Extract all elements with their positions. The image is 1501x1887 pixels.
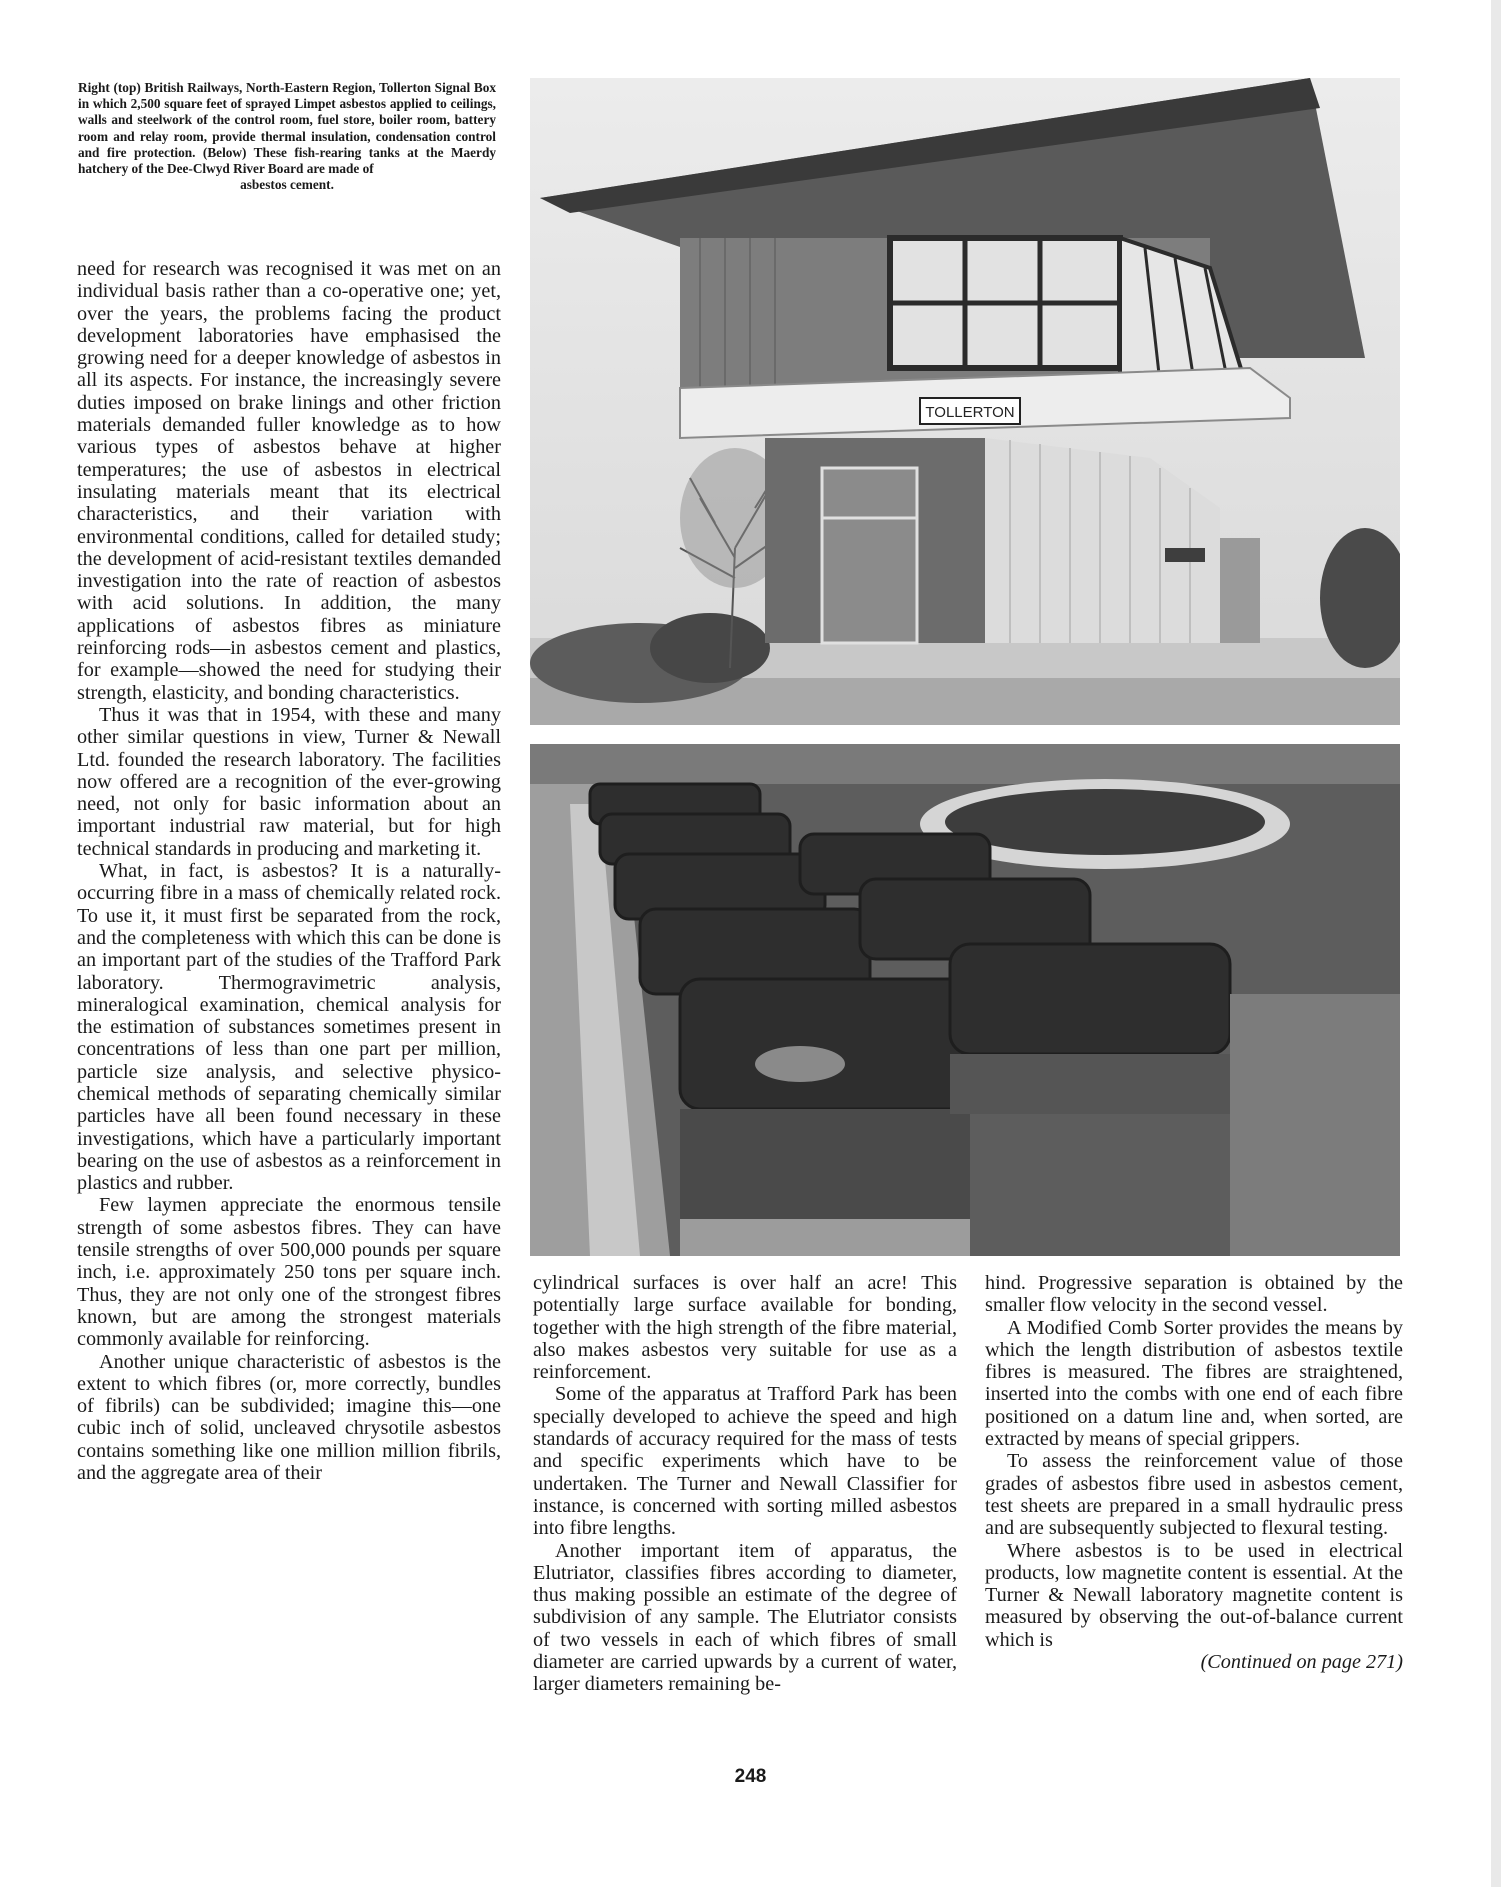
signal-box-sign: TOLLERTON xyxy=(925,404,1015,421)
text-column-3 xyxy=(985,1272,1403,1673)
paragraph: need for research was recognised it was met on an individual basis rather than a co-operative one; yet, over the years, the problems facing the product development laboratories have emphasised the growing need for a deeper knowledge of asbestos in all its aspects. For instance, the increasingly severe duties imposed on brake linings and other friction materials demanded fuller knowledge as to how various types of asbestos behave at higher temperatures; the use of asbestos in electrical insulating materials meant that its electrical characteristics, and their variation with environmental conditions, called for detailed study; the development of acid-resistant textiles demanded investigation into the rate of reaction of asbestos with acid solutions. In addition, the many applications of asbestos fibres as miniature reinforcing rods—in asbestos cement and plastics, for example—showed the need for studying their strength, elasticity, and bonding characteristics. xyxy=(77,258,501,704)
text-column-1 xyxy=(77,258,501,1484)
paragraph: cylindrical surfaces is over half an acre! This potentially large surface available for bonding, together with the high strength of the fibre material, also makes asbestos very suitable for use as a reinforcement. xyxy=(533,1272,957,1384)
paragraph: Another unique characteristic of asbestos is the extent to which fibres (or, more correctly, bundles of fibrils) can be subdivided; imagine this—one cubic inch of solid, uncleaved chrysotile asbestos contains something like one million million fibrils, and the aggregate area of their xyxy=(77,1350,501,1485)
signal-box-photo xyxy=(530,78,1400,725)
page-edge xyxy=(1491,0,1501,1887)
paragraph: hind. Progressive separation is obtained by the smaller flow velocity in the second vessel. xyxy=(985,1272,1403,1317)
photo-caption xyxy=(78,80,496,193)
paragraph: Thus it was that in 1954, with these and many other similar questions in view, Turner & Newall Ltd. founded the research laboratory. The facilities now offered are a recognition of the ever-growing need, not only for basic information about an important industrial raw material, but for high technical standards in producing and marketing it. xyxy=(77,703,501,860)
paragraph: Where asbestos is to be used in electrical products, low magnetite content is essential. At the Turner & Newall laboratory magnetite content is measured by observing the out-of-balance current which is xyxy=(985,1539,1403,1651)
paragraph: Another important item of apparatus, the Elutriator, classifies fibres according to diameter, thus making possible an estimate of the degree of subdivision of any sample. The Elutriator consists of two vessels in each of which fibres of small diameter are carried upwards by a current of water, larger diameters remaining be- xyxy=(533,1539,957,1696)
caption-text: Right (top) British Railways, North-Eastern Region, Tollerton Signal Box in which 2,500 square feet of sprayed Limpet asbestos applied to ceilings, walls and steelwork of the control room, fuel store, boiler room, battery room and relay room, provide thermal insulation, condensation control and fire protection. (Below) These fish-rearing tanks at the Maerdy hatchery of the Dee-Clwyd River Board are made of xyxy=(78,80,496,177)
continued-note: (Continued on page 271) xyxy=(1200,1651,1403,1674)
fish-tanks-photo xyxy=(530,744,1400,1256)
fish-tanks-illustration xyxy=(530,744,1400,1256)
paragraph: To assess the reinforcement value of those grades of asbestos fibre used in asbestos cement, test sheets are prepared in a small hydraulic press and are subsequently subjected to flexural testing. xyxy=(985,1450,1403,1540)
text-column-2 xyxy=(533,1272,957,1696)
paragraph: What, in fact, is asbestos? It is a naturally-occurring fibre in a mass of chemically related rock. To use it, it must first be separated from the rock, and the completeness with which this can be done is an important part of the studies of the Trafford Park laboratory. Thermogravimetric analysis, mineralogical examination, chemical analysis for the estimation of substances sometimes present in concentrations of less than one part per million, particle size analysis, and selective physico-chemical methods of separating chemically similar particles have all been found necessary in these investigations, which have a particularly important bearing on the use of asbestos as a reinforcement in plastics and rubber. xyxy=(77,860,501,1195)
page-number: 248 xyxy=(734,1766,767,1787)
caption-last-line: asbestos cement. xyxy=(240,177,334,193)
paragraph: Some of the apparatus at Trafford Park has been specially developed to achieve the speed and high standards of accuracy required for the mass of tests and specific experiments which have to be undertaken. The Turner and Newall Classifier for instance, is concerned with sorting milled asbestos into fibre lengths. xyxy=(533,1383,957,1540)
signal-box-illustration xyxy=(530,78,1400,725)
paragraph: Few laymen appreciate the enormous tensile strength of some asbestos fibres. They can have tensile strengths of over 500,000 pounds per square inch, i.e. approximately 250 tons per square inch. Thus, they are not only one of the strongest fibres known, but are among the strongest materials commonly available for reinforcing. xyxy=(77,1194,501,1351)
paragraph: A Modified Comb Sorter provides the means by which the length distribution of asbestos textile fibres is measured. The fibres are straightened, inserted into the combs with one end of each fibre positioned on a datum line and, when sorted, are extracted by means of special grippers. xyxy=(985,1316,1403,1451)
